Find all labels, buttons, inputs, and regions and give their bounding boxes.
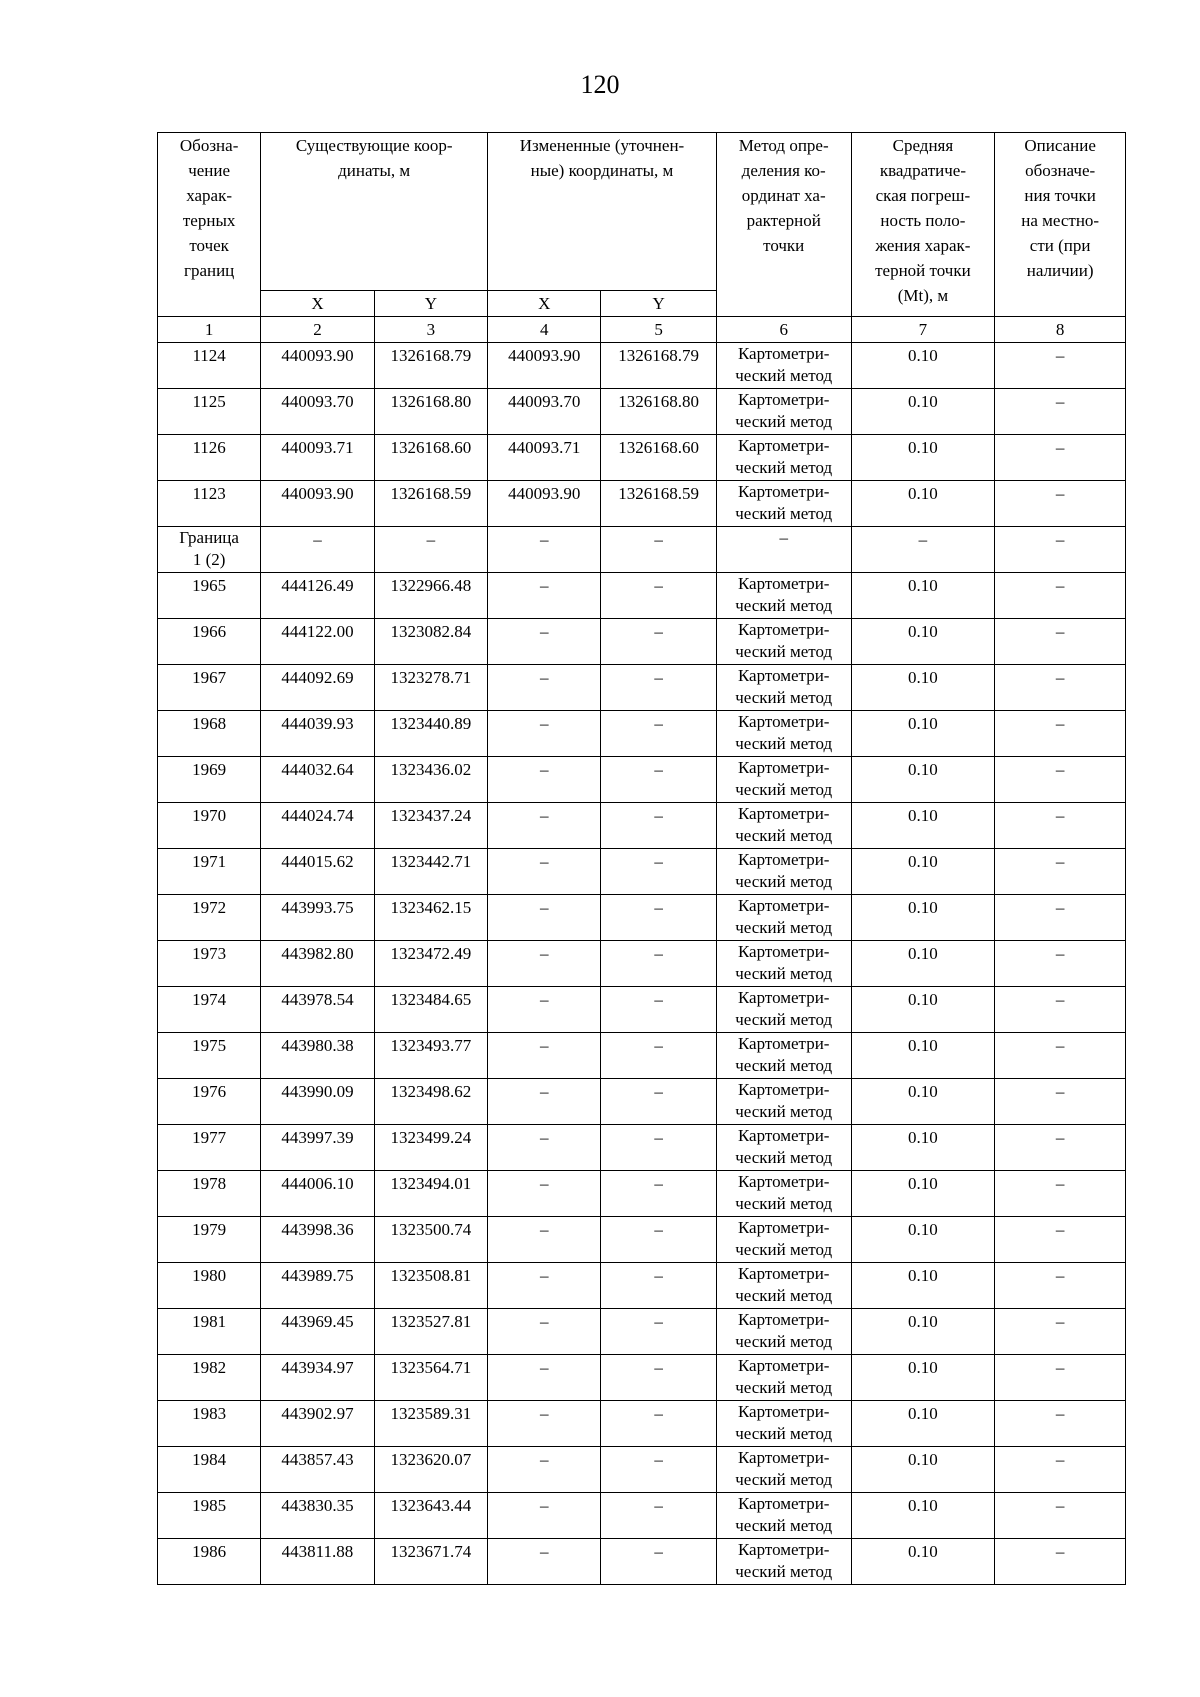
changed-y-cell: – bbox=[601, 1217, 716, 1263]
changed-x-cell: – bbox=[488, 527, 601, 573]
existing-y-cell: 1323499.24 bbox=[374, 1125, 487, 1171]
changed-y-cell: – bbox=[601, 1401, 716, 1447]
table-row bbox=[158, 1171, 1126, 1217]
header-point-designation: Обозна- чение харак- терных точек границ bbox=[158, 133, 261, 317]
method-cell: Картометри- ческий метод bbox=[716, 1033, 851, 1079]
error-cell: 0.10 bbox=[851, 711, 995, 757]
column-number-4: 4 bbox=[488, 317, 601, 343]
description-cell: – bbox=[995, 987, 1126, 1033]
header-existing-x: X bbox=[261, 291, 374, 317]
point-id-cell: 1969 bbox=[158, 757, 261, 803]
point-id-cell: 1978 bbox=[158, 1171, 261, 1217]
table-row bbox=[158, 481, 1126, 527]
point-id-cell: 1982 bbox=[158, 1355, 261, 1401]
header-mean-square-error: Средняя квадратиче- ская погреш- ность поло- жения харак- терной точки (Mt), м bbox=[851, 133, 995, 317]
existing-y-cell: 1323437.24 bbox=[374, 803, 487, 849]
table-row bbox=[158, 389, 1126, 435]
table-row bbox=[158, 803, 1126, 849]
changed-y-cell: – bbox=[601, 665, 716, 711]
existing-x-cell: 444039.93 bbox=[261, 711, 374, 757]
changed-x-cell: – bbox=[488, 1033, 601, 1079]
column-number-7: 7 bbox=[851, 317, 995, 343]
method-cell: Картометри- ческий метод bbox=[716, 895, 851, 941]
existing-y-cell: 1323278.71 bbox=[374, 665, 487, 711]
table-row bbox=[158, 1033, 1126, 1079]
changed-y-cell: – bbox=[601, 1125, 716, 1171]
existing-y-cell: 1326168.79 bbox=[374, 343, 487, 389]
changed-x-cell: – bbox=[488, 665, 601, 711]
error-cell: 0.10 bbox=[851, 1355, 995, 1401]
method-cell: Картометри- ческий метод bbox=[716, 1263, 851, 1309]
error-cell: 0.10 bbox=[851, 757, 995, 803]
existing-y-cell: 1323500.74 bbox=[374, 1217, 487, 1263]
error-cell: 0.10 bbox=[851, 481, 995, 527]
header-changed-y: Y bbox=[601, 291, 716, 317]
changed-x-cell: – bbox=[488, 1355, 601, 1401]
description-cell: – bbox=[995, 1263, 1126, 1309]
existing-x-cell: 444122.00 bbox=[261, 619, 374, 665]
existing-x-cell: 444024.74 bbox=[261, 803, 374, 849]
existing-y-cell: 1323484.65 bbox=[374, 987, 487, 1033]
changed-y-cell: – bbox=[601, 1355, 716, 1401]
existing-x-cell: 444015.62 bbox=[261, 849, 374, 895]
point-id-cell: Граница 1 (2) bbox=[158, 527, 261, 573]
column-number-2: 2 bbox=[261, 317, 374, 343]
error-cell: 0.10 bbox=[851, 895, 995, 941]
point-id-cell: 1967 bbox=[158, 665, 261, 711]
method-cell: Картометри- ческий метод bbox=[716, 1171, 851, 1217]
error-cell: 0.10 bbox=[851, 343, 995, 389]
error-cell: 0.10 bbox=[851, 849, 995, 895]
changed-y-cell: – bbox=[601, 527, 716, 573]
changed-y-cell: – bbox=[601, 1493, 716, 1539]
column-number-5: 5 bbox=[601, 317, 716, 343]
description-cell: – bbox=[995, 1171, 1126, 1217]
changed-x-cell: – bbox=[488, 941, 601, 987]
description-cell: – bbox=[995, 1125, 1126, 1171]
description-cell: – bbox=[995, 1539, 1126, 1585]
changed-y-cell: – bbox=[601, 711, 716, 757]
changed-x-cell: – bbox=[488, 619, 601, 665]
existing-x-cell: 443982.80 bbox=[261, 941, 374, 987]
point-id-cell: 1985 bbox=[158, 1493, 261, 1539]
point-id-cell: 1983 bbox=[158, 1401, 261, 1447]
changed-y-cell: – bbox=[601, 573, 716, 619]
method-cell: Картометри- ческий метод bbox=[716, 711, 851, 757]
method-cell: Картометри- ческий метод bbox=[716, 1447, 851, 1493]
changed-y-cell: – bbox=[601, 1539, 716, 1585]
existing-x-cell: 440093.70 bbox=[261, 389, 374, 435]
header-changed-coordinates: Измененные (уточнен- ные) координаты, м bbox=[488, 133, 717, 291]
table-row bbox=[158, 941, 1126, 987]
point-id-cell: 1980 bbox=[158, 1263, 261, 1309]
changed-x-cell: 440093.90 bbox=[488, 343, 601, 389]
description-cell: – bbox=[995, 711, 1126, 757]
point-id-cell: 1126 bbox=[158, 435, 261, 481]
table-row bbox=[158, 1309, 1126, 1355]
changed-y-cell: – bbox=[601, 619, 716, 665]
method-cell: Картометри- ческий метод bbox=[716, 1125, 851, 1171]
existing-x-cell: 443998.36 bbox=[261, 1217, 374, 1263]
existing-y-cell: 1326168.80 bbox=[374, 389, 487, 435]
point-id-cell: 1984 bbox=[158, 1447, 261, 1493]
changed-x-cell: – bbox=[488, 1309, 601, 1355]
existing-y-cell: 1323671.74 bbox=[374, 1539, 487, 1585]
error-cell: 0.10 bbox=[851, 1263, 995, 1309]
changed-y-cell: – bbox=[601, 895, 716, 941]
point-id-cell: 1970 bbox=[158, 803, 261, 849]
error-cell: 0.10 bbox=[851, 389, 995, 435]
coordinates-table bbox=[157, 132, 1126, 1585]
existing-x-cell: 443997.39 bbox=[261, 1125, 374, 1171]
existing-y-cell: 1322966.48 bbox=[374, 573, 487, 619]
method-cell: Картометри- ческий метод bbox=[716, 343, 851, 389]
point-id-cell: 1973 bbox=[158, 941, 261, 987]
error-cell: 0.10 bbox=[851, 435, 995, 481]
existing-y-cell: – bbox=[374, 527, 487, 573]
existing-y-cell: 1323436.02 bbox=[374, 757, 487, 803]
existing-x-cell: 443978.54 bbox=[261, 987, 374, 1033]
changed-x-cell: – bbox=[488, 757, 601, 803]
changed-y-cell: – bbox=[601, 1263, 716, 1309]
point-id-cell: 1125 bbox=[158, 389, 261, 435]
existing-y-cell: 1323589.31 bbox=[374, 1401, 487, 1447]
point-id-cell: 1124 bbox=[158, 343, 261, 389]
description-cell: – bbox=[995, 665, 1126, 711]
method-cell: Картометри- ческий метод bbox=[716, 573, 851, 619]
table-row bbox=[158, 757, 1126, 803]
changed-x-cell: 440093.70 bbox=[488, 389, 601, 435]
changed-x-cell: – bbox=[488, 1171, 601, 1217]
existing-x-cell: 440093.90 bbox=[261, 481, 374, 527]
description-cell: – bbox=[995, 1217, 1126, 1263]
description-cell: – bbox=[995, 849, 1126, 895]
error-cell: 0.10 bbox=[851, 941, 995, 987]
error-cell: 0.10 bbox=[851, 987, 995, 1033]
changed-x-cell: 440093.90 bbox=[488, 481, 601, 527]
method-cell: Картометри- ческий метод bbox=[716, 435, 851, 481]
changed-x-cell: – bbox=[488, 1493, 601, 1539]
method-cell: Картометри- ческий метод bbox=[716, 803, 851, 849]
changed-x-cell: – bbox=[488, 1401, 601, 1447]
changed-x-cell: – bbox=[488, 1263, 601, 1309]
column-number-8: 8 bbox=[995, 317, 1126, 343]
existing-y-cell: 1323620.07 bbox=[374, 1447, 487, 1493]
error-cell: 0.10 bbox=[851, 1539, 995, 1585]
changed-x-cell: – bbox=[488, 1217, 601, 1263]
existing-x-cell: 443811.88 bbox=[261, 1539, 374, 1585]
table-row bbox=[158, 343, 1126, 389]
existing-y-cell: 1326168.60 bbox=[374, 435, 487, 481]
existing-x-cell: 443830.35 bbox=[261, 1493, 374, 1539]
method-cell: Картометри- ческий метод bbox=[716, 665, 851, 711]
table-row bbox=[158, 987, 1126, 1033]
method-cell: Картометри- ческий метод bbox=[716, 941, 851, 987]
changed-x-cell: – bbox=[488, 573, 601, 619]
existing-y-cell: 1323527.81 bbox=[374, 1309, 487, 1355]
point-id-cell: 1972 bbox=[158, 895, 261, 941]
method-cell: Картометри- ческий метод bbox=[716, 1539, 851, 1585]
changed-x-cell: – bbox=[488, 1447, 601, 1493]
changed-x-cell: – bbox=[488, 895, 601, 941]
column-number-3: 3 bbox=[374, 317, 487, 343]
error-cell: 0.10 bbox=[851, 1217, 995, 1263]
error-cell: 0.10 bbox=[851, 665, 995, 711]
description-cell: – bbox=[995, 481, 1126, 527]
changed-y-cell: – bbox=[601, 941, 716, 987]
changed-x-cell: – bbox=[488, 803, 601, 849]
point-id-cell: 1971 bbox=[158, 849, 261, 895]
error-cell: 0.10 bbox=[851, 803, 995, 849]
table-row bbox=[158, 1493, 1126, 1539]
changed-x-cell: – bbox=[488, 987, 601, 1033]
existing-x-cell: 443990.09 bbox=[261, 1079, 374, 1125]
method-cell: Картометри- ческий метод bbox=[716, 987, 851, 1033]
existing-y-cell: 1323440.89 bbox=[374, 711, 487, 757]
changed-y-cell: – bbox=[601, 1309, 716, 1355]
header-method: Метод опре- деления ко- ординат ха- рактерной точки bbox=[716, 133, 851, 317]
table-row bbox=[158, 1263, 1126, 1309]
existing-x-cell: 444092.69 bbox=[261, 665, 374, 711]
table-row bbox=[158, 665, 1126, 711]
existing-y-cell: 1326168.59 bbox=[374, 481, 487, 527]
existing-x-cell: – bbox=[261, 527, 374, 573]
error-cell: 0.10 bbox=[851, 619, 995, 665]
table-row bbox=[158, 573, 1126, 619]
changed-y-cell: – bbox=[601, 1171, 716, 1217]
description-cell: – bbox=[995, 343, 1126, 389]
changed-x-cell: – bbox=[488, 849, 601, 895]
method-cell: Картометри- ческий метод bbox=[716, 1217, 851, 1263]
changed-y-cell: 1326168.79 bbox=[601, 343, 716, 389]
changed-y-cell: 1326168.59 bbox=[601, 481, 716, 527]
description-cell: – bbox=[995, 1401, 1126, 1447]
method-cell: Картометри- ческий метод bbox=[716, 757, 851, 803]
changed-y-cell: – bbox=[601, 987, 716, 1033]
error-cell: 0.10 bbox=[851, 1125, 995, 1171]
point-id-cell: 1123 bbox=[158, 481, 261, 527]
method-cell: Картометри- ческий метод bbox=[716, 1079, 851, 1125]
changed-y-cell: – bbox=[601, 1033, 716, 1079]
existing-y-cell: 1323082.84 bbox=[374, 619, 487, 665]
error-cell: 0.10 bbox=[851, 1033, 995, 1079]
changed-y-cell: 1326168.60 bbox=[601, 435, 716, 481]
existing-y-cell: 1323508.81 bbox=[374, 1263, 487, 1309]
description-cell: – bbox=[995, 757, 1126, 803]
description-cell: – bbox=[995, 435, 1126, 481]
existing-x-cell: 444006.10 bbox=[261, 1171, 374, 1217]
point-id-cell: 1976 bbox=[158, 1079, 261, 1125]
existing-x-cell: 444126.49 bbox=[261, 573, 374, 619]
method-cell: Картометри- ческий метод bbox=[716, 1355, 851, 1401]
description-cell: – bbox=[995, 619, 1126, 665]
point-id-cell: 1975 bbox=[158, 1033, 261, 1079]
changed-y-cell: – bbox=[601, 849, 716, 895]
table-row bbox=[158, 527, 1126, 573]
table-row bbox=[158, 1401, 1126, 1447]
description-cell: – bbox=[995, 941, 1126, 987]
table-row bbox=[158, 1125, 1126, 1171]
existing-x-cell: 443969.45 bbox=[261, 1309, 374, 1355]
changed-x-cell: – bbox=[488, 1079, 601, 1125]
table-row bbox=[158, 711, 1126, 757]
existing-y-cell: 1323643.44 bbox=[374, 1493, 487, 1539]
error-cell: 0.10 bbox=[851, 1401, 995, 1447]
description-cell: – bbox=[995, 1309, 1126, 1355]
description-cell: – bbox=[995, 1355, 1126, 1401]
method-cell: Картометри- ческий метод bbox=[716, 1493, 851, 1539]
description-cell: – bbox=[995, 389, 1126, 435]
changed-x-cell: – bbox=[488, 711, 601, 757]
existing-y-cell: 1323564.71 bbox=[374, 1355, 487, 1401]
error-cell: 0.10 bbox=[851, 1309, 995, 1355]
changed-x-cell: – bbox=[488, 1539, 601, 1585]
existing-x-cell: 444032.64 bbox=[261, 757, 374, 803]
header-existing-y: Y bbox=[374, 291, 487, 317]
description-cell: – bbox=[995, 895, 1126, 941]
existing-y-cell: 1323493.77 bbox=[374, 1033, 487, 1079]
existing-x-cell: 443934.97 bbox=[261, 1355, 374, 1401]
changed-y-cell: – bbox=[601, 1447, 716, 1493]
point-id-cell: 1977 bbox=[158, 1125, 261, 1171]
table-row bbox=[158, 1539, 1126, 1585]
method-cell: Картометри- ческий метод bbox=[716, 389, 851, 435]
error-cell: 0.10 bbox=[851, 1493, 995, 1539]
method-cell: Картометри- ческий метод bbox=[716, 1309, 851, 1355]
point-id-cell: 1974 bbox=[158, 987, 261, 1033]
description-cell: – bbox=[995, 527, 1126, 573]
header-changed-x: X bbox=[488, 291, 601, 317]
error-cell: 0.10 bbox=[851, 1447, 995, 1493]
existing-y-cell: 1323462.15 bbox=[374, 895, 487, 941]
error-cell: 0.10 bbox=[851, 1079, 995, 1125]
table-row bbox=[158, 619, 1126, 665]
description-cell: – bbox=[995, 1493, 1126, 1539]
existing-y-cell: 1323498.62 bbox=[374, 1079, 487, 1125]
existing-x-cell: 443857.43 bbox=[261, 1447, 374, 1493]
point-id-cell: 1979 bbox=[158, 1217, 261, 1263]
table-row bbox=[158, 849, 1126, 895]
page-number: 120 bbox=[580, 70, 620, 99]
method-cell: Картометри- ческий метод bbox=[716, 481, 851, 527]
existing-x-cell: 443989.75 bbox=[261, 1263, 374, 1309]
column-number-6: 6 bbox=[716, 317, 851, 343]
method-cell: Картометри- ческий метод bbox=[716, 619, 851, 665]
existing-x-cell: 443902.97 bbox=[261, 1401, 374, 1447]
point-id-cell: 1986 bbox=[158, 1539, 261, 1585]
point-id-cell: 1968 bbox=[158, 711, 261, 757]
changed-y-cell: 1326168.80 bbox=[601, 389, 716, 435]
changed-x-cell: – bbox=[488, 1125, 601, 1171]
error-cell: – bbox=[851, 527, 995, 573]
table-row bbox=[158, 1447, 1126, 1493]
column-number-1: 1 bbox=[158, 317, 261, 343]
point-id-cell: 1966 bbox=[158, 619, 261, 665]
existing-x-cell: 443993.75 bbox=[261, 895, 374, 941]
description-cell: – bbox=[995, 1447, 1126, 1493]
existing-y-cell: 1323472.49 bbox=[374, 941, 487, 987]
existing-x-cell: 443980.38 bbox=[261, 1033, 374, 1079]
error-cell: 0.10 bbox=[851, 573, 995, 619]
description-cell: – bbox=[995, 573, 1126, 619]
existing-x-cell: 440093.71 bbox=[261, 435, 374, 481]
existing-y-cell: 1323494.01 bbox=[374, 1171, 487, 1217]
existing-x-cell: 440093.90 bbox=[261, 343, 374, 389]
method-cell: – bbox=[716, 527, 851, 573]
error-cell: 0.10 bbox=[851, 1171, 995, 1217]
table-row bbox=[158, 895, 1126, 941]
changed-y-cell: – bbox=[601, 757, 716, 803]
point-id-cell: 1965 bbox=[158, 573, 261, 619]
point-id-cell: 1981 bbox=[158, 1309, 261, 1355]
table-row bbox=[158, 435, 1126, 481]
table-row bbox=[158, 1079, 1126, 1125]
description-cell: – bbox=[995, 1033, 1126, 1079]
method-cell: Картометри- ческий метод bbox=[716, 1401, 851, 1447]
description-cell: – bbox=[995, 803, 1126, 849]
column-number-row bbox=[158, 317, 1126, 343]
existing-y-cell: 1323442.71 bbox=[374, 849, 487, 895]
changed-y-cell: – bbox=[601, 1079, 716, 1125]
header-point-description: Описание обозначе- ния точки на местно- сти (при наличии) bbox=[995, 133, 1126, 317]
changed-y-cell: – bbox=[601, 803, 716, 849]
header-existing-coordinates: Существующие коор- динаты, м bbox=[261, 133, 488, 291]
method-cell: Картометри- ческий метод bbox=[716, 849, 851, 895]
description-cell: – bbox=[995, 1079, 1126, 1125]
changed-x-cell: 440093.71 bbox=[488, 435, 601, 481]
table-row bbox=[158, 1217, 1126, 1263]
table-row bbox=[158, 1355, 1126, 1401]
